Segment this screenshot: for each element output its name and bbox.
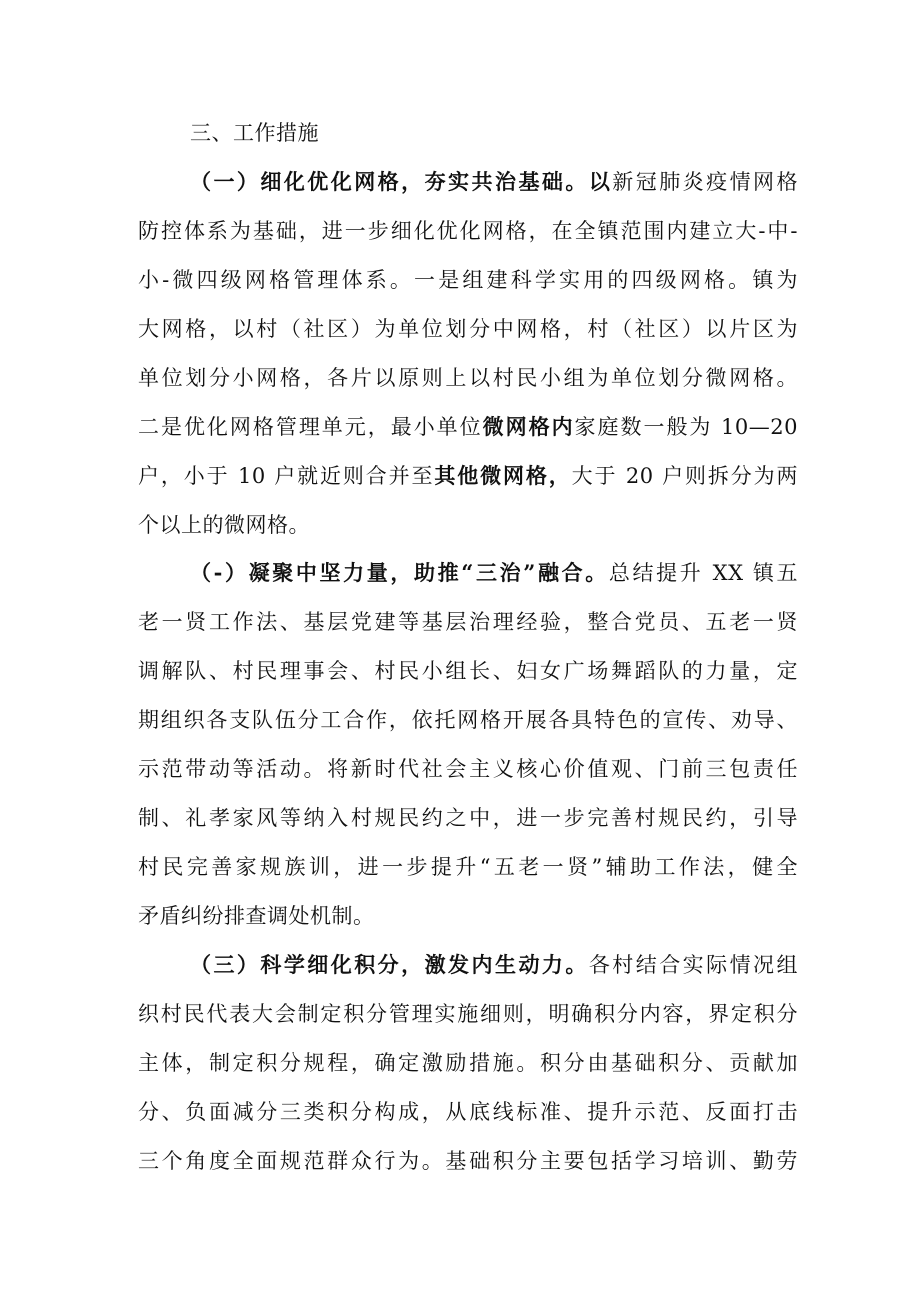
p2-line-7: 村民完善家规族训，进一步提升“五老一贤”辅助工作法，健全 [138,855,798,879]
p3-line-2: 织村民代表大会制定积分管理实施细则，明确积分内容，界定积分 [138,1002,798,1026]
p2-title: （-）凝聚中坚力量，助推“三治”融合。 [190,560,609,585]
p1-line-4: 大网格，以村（社区）为单位划分中网格，村（社区）以片区为 [138,317,798,341]
p1-title: （一）细化优化网格，夯实共治基础。 [190,169,589,194]
p2-line-5: 示范带动等活动。将新时代社会主义核心价值观、门前三包责任 [138,757,798,781]
p1-line-7 [138,456,798,496]
p2-line-8: 矛盾纠纷排查调处机制。 [138,904,375,928]
p1-l7-b: 其他微网格， [434,463,572,488]
p3-title: （三）科学细化积分，激发内生动力。 [190,952,589,977]
p3-line-5: 三个角度全面规范群众行为。基础积分主要包括学习培训、勤劳 [138,1149,798,1173]
p1-text-bold: 以 [588,169,613,194]
p2-line-3: 调解队、村民理事会、村民小组长、妇女广场舞蹈队的力量，定 [138,659,798,683]
p2-line-4: 期组织各支队伍分工合作，依托网格开展各具特色的宣传、劝导、 [138,708,798,732]
p3-line-3: 主体，制定积分规程，确定激励措施。积分由基础积分、贡献加 [138,1051,798,1075]
p2-line-1 [190,553,798,593]
p3-line-4: 分、负面减分三类积分构成，从底线标准、提升示范、反面打击 [138,1100,798,1124]
p2-line-2: 老一贤工作法、基层党建等基层治理经验，整合党员、五老一贤 [138,610,798,634]
p1-l6-a: 二是优化网格管理单元，最小单位 [138,415,483,439]
p1-line-6 [138,407,798,447]
p1-line-8: 个以上的微网格。 [138,513,310,537]
p2-line-6: 制、礼孝家风等纳入村规民约之中，进一步完善村规民约，引导 [138,806,798,830]
p1-l7-a: 户，小于 10 户就近则合并至 [138,464,435,488]
p1-l7-c: 大于 20 户则拆分为两 [571,464,798,488]
p3-text: 各村结合实际情况组 [588,953,799,977]
p1-line-5: 单位划分小网格，各片以原则上以村民小组为单位划分微网格。 [138,366,798,390]
p1-text: 新冠肺炎疫情网格 [612,170,799,194]
p1-l6-c: 家庭数一般为 10—20 [574,415,798,439]
p1-line-1 [190,162,798,202]
p1-line-2: 防控体系为基础，进一步细化优化网格，在全镇范围内建立大-中- [138,219,798,243]
p3-line-1 [190,945,798,985]
p1-l6-b: 微网格内 [482,414,575,439]
section-heading: 三、工作措施 [190,121,319,145]
p1-line-3: 小-微四级网格管理体系。一是组建科学实用的四级网格。镇为 [138,268,798,292]
p2-text: 总结提升 XX 镇五 [608,561,798,585]
